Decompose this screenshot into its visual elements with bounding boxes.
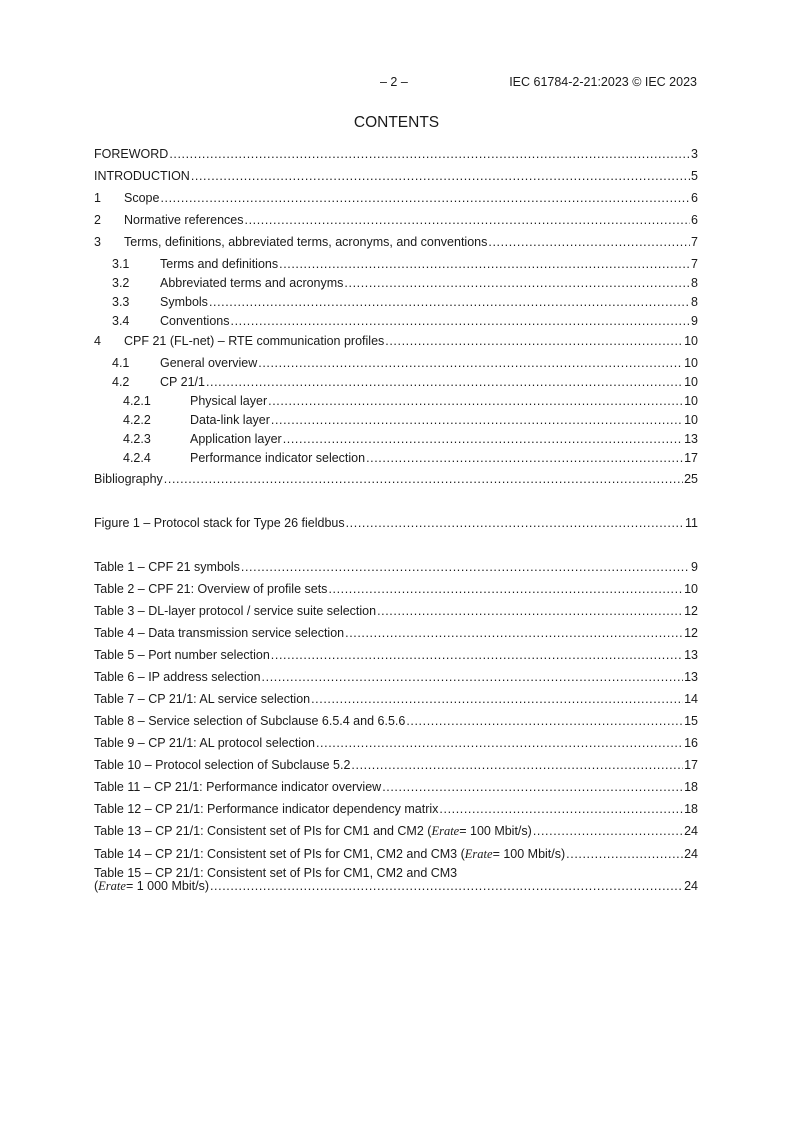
toc-entry-scope[interactable] — [94, 190, 698, 206]
table-entry-page: 17 — [684, 758, 698, 772]
page-number: – 2 – — [380, 75, 408, 89]
toc-entry-number: 4 — [94, 334, 101, 348]
toc-entry-page: 17 — [684, 451, 698, 465]
leader-dots — [439, 801, 683, 817]
leader-dots — [366, 450, 683, 466]
leader-dots — [316, 735, 683, 751]
leader-dots — [191, 168, 690, 184]
table-entry-variable: Erate — [98, 879, 126, 893]
toc-entry-text: Performance indicator selection — [190, 451, 366, 465]
toc-entry-number: 3.1 — [112, 257, 130, 271]
table-entry-page: 12 — [684, 626, 698, 640]
leader-dots — [566, 846, 683, 862]
table-entry-11[interactable] — [94, 779, 698, 795]
table-entry-15[interactable] — [94, 867, 698, 893]
toc-entry-text: Physical layer — [190, 394, 268, 408]
table-entry-text-after: = 1 000 Mbit/s) — [125, 879, 209, 893]
table-entry-text: Table 7 – CP 21/1: AL service selection — [94, 692, 311, 706]
toc-entry-page: 5 — [691, 169, 698, 183]
leader-dots — [406, 713, 683, 729]
leader-dots — [488, 234, 690, 250]
table-entry-page: 24 — [684, 879, 698, 893]
leader-dots — [206, 374, 683, 390]
table-entry-variable: Erate — [431, 824, 460, 838]
toc-entry-number: 4.2.1 — [123, 394, 151, 408]
leader-dots — [241, 559, 690, 575]
toc-entry-cpf21[interactable] — [94, 333, 698, 349]
leader-dots — [345, 625, 683, 641]
toc-entry-terms-definitions[interactable] — [94, 256, 698, 272]
table-entry-text: Table 2 – CPF 21: Overview of profile sets — [94, 582, 328, 596]
table-entry-text: Table 4 – Data transmission service selection — [94, 626, 345, 640]
leader-dots — [385, 333, 683, 349]
figure-entry-page: 11 — [685, 516, 698, 530]
toc-entry-page: 3 — [691, 147, 698, 161]
toc-entry-page: 7 — [691, 257, 698, 271]
table-entry-page: 14 — [684, 692, 698, 706]
toc-entry-foreword[interactable] — [94, 146, 698, 162]
table-entry-text-before: Table 14 – CP 21/1: Consistent set of PIs for CM1, CM2 and CM3 ( — [94, 847, 465, 861]
leader-dots — [164, 471, 683, 487]
table-entry-variable: Erate — [464, 847, 493, 861]
toc-entry-page: 6 — [691, 191, 698, 205]
toc-entry-text: INTRODUCTION — [94, 169, 190, 183]
toc-entry-text: Terms, definitions, abbreviated terms, acronyms, and conventions — [124, 235, 488, 249]
toc-entry-page: 8 — [691, 295, 698, 309]
toc-entry-text: Bibliography — [94, 472, 163, 486]
table-entry-12[interactable] — [94, 801, 698, 817]
table-entry-text: Table 1 – CPF 21 symbols — [94, 560, 240, 574]
leader-dots — [258, 355, 683, 371]
toc-entry-number: 3.2 — [112, 276, 130, 290]
table-entry-2[interactable] — [94, 581, 698, 597]
toc-entry-text: CP 21/1 — [160, 375, 205, 389]
table-entry-text: Table 5 – Port number selection — [94, 648, 270, 662]
table-entry-text: Table 8 – Service selection of Subclause 6.5.4 and 6.5.6 — [94, 714, 406, 728]
toc-entry-text: General overview — [160, 356, 258, 370]
table-entry-text: Table 11 – CP 21/1: Performance indicator overview — [94, 780, 382, 794]
toc-entry-page: 25 — [684, 472, 698, 486]
table-entry-text-after: = 100 Mbit/s) — [492, 847, 566, 861]
toc-entry-page: 10 — [684, 394, 698, 408]
toc-entry-page: 7 — [691, 235, 698, 249]
leader-dots — [311, 691, 683, 707]
toc-entry-number: 4.1 — [112, 356, 130, 370]
leader-dots — [344, 275, 690, 291]
table-entry-page: 18 — [684, 802, 698, 816]
toc-entry-terms[interactable] — [94, 234, 698, 250]
table-entry-7[interactable] — [94, 691, 698, 707]
toc-entry-text: CPF 21 (FL-net) – RTE communication profiles — [124, 334, 385, 348]
leader-dots — [160, 190, 690, 206]
table-entry-page: 10 — [684, 582, 698, 596]
table-entry-13[interactable] — [94, 823, 698, 839]
toc-entry-physical-layer[interactable] — [94, 393, 698, 409]
figure-entry-1[interactable] — [94, 515, 698, 531]
toc-entry-text: FOREWORD — [94, 147, 169, 161]
table-entry-line2 — [94, 880, 698, 893]
table-entry-page: 12 — [684, 604, 698, 618]
table-entry-text: Table 3 – DL-layer protocol / service suite selection — [94, 604, 377, 618]
leader-dots — [231, 313, 691, 329]
toc-entry-normative-references[interactable] — [94, 212, 698, 228]
toc-entry-page: 9 — [691, 314, 698, 328]
table-entry-page: 24 — [684, 824, 698, 838]
table-entry-1[interactable] — [94, 559, 698, 575]
leader-dots — [328, 581, 683, 597]
toc-entry-text: Normative references — [124, 213, 244, 227]
table-entry-14[interactable] — [94, 846, 698, 862]
leader-dots — [209, 294, 690, 310]
toc-entry-general-overview[interactable] — [94, 355, 698, 371]
table-entry-page: 9 — [691, 560, 698, 574]
leader-dots — [533, 823, 683, 839]
toc-entry-data-link-layer[interactable] — [94, 412, 698, 428]
leader-dots — [279, 256, 690, 272]
leader-dots — [382, 779, 683, 795]
table-entry-page: 24 — [684, 847, 698, 861]
table-entry-text: Table 6 – IP address selection — [94, 670, 261, 684]
table-entry-text-before: ( — [94, 879, 99, 893]
leader-dots — [268, 393, 683, 409]
table-entry-page: 13 — [684, 648, 698, 662]
toc-entry-performance-indicator[interactable] — [94, 450, 698, 466]
leader-dots — [210, 880, 683, 893]
table-entry-text-after: = 100 Mbit/s) — [459, 824, 532, 838]
toc-entry-page: 10 — [684, 356, 698, 370]
toc-entry-text: Data-link layer — [190, 413, 270, 427]
toc-entry-number: 4.2.4 — [123, 451, 151, 465]
toc-entry-introduction[interactable] — [94, 168, 698, 184]
toc-entry-cp21-1[interactable] — [94, 374, 698, 390]
toc-entry-number: 2 — [94, 213, 101, 227]
table-entry-text-before: Table 13 – CP 21/1: Consistent set of PIs for CM1 and CM2 ( — [94, 824, 432, 838]
toc-entry-page: 8 — [691, 276, 698, 290]
table-entry-page: 13 — [684, 670, 698, 684]
document-reference: IEC 61784-2-21:2023 © IEC 2023 — [509, 75, 697, 89]
toc-entry-text: Terms and definitions — [160, 257, 279, 271]
leader-dots — [169, 146, 690, 162]
leader-dots — [351, 757, 683, 773]
table-entry-text: Table 12 – CP 21/1: Performance indicator dependency matrix — [94, 802, 439, 816]
table-entry-text: Table 10 – Protocol selection of Subclause 5.2 — [94, 758, 351, 772]
table-entry-text-line1: Table 15 – CP 21/1: Consistent set of PIs for CM1, CM2 and CM3 — [94, 866, 458, 880]
toc-entry-text: Application layer — [190, 432, 282, 446]
toc-entry-number: 3.4 — [112, 314, 130, 328]
leader-dots — [271, 412, 683, 428]
toc-entry-text: Symbols — [160, 295, 208, 309]
toc-entry-number: 3 — [94, 235, 101, 249]
toc-entry-text: Conventions — [160, 314, 230, 328]
table-entry-5[interactable] — [94, 647, 698, 663]
toc-entry-page: 10 — [684, 375, 698, 389]
toc-entry-bibliography[interactable] — [94, 471, 698, 487]
leader-dots — [377, 603, 683, 619]
toc-entry-page: 10 — [684, 413, 698, 427]
toc-entry-text: Abbreviated terms and acronyms — [160, 276, 344, 290]
toc-entry-page: 6 — [691, 213, 698, 227]
toc-entry-abbreviated-terms[interactable] — [94, 275, 698, 291]
table-entry-3[interactable] — [94, 603, 698, 619]
toc-entry-number: 3.3 — [112, 295, 130, 309]
toc-entry-conventions[interactable] — [94, 313, 698, 329]
table-entry-10[interactable] — [94, 757, 698, 773]
table-entry-4[interactable] — [94, 625, 698, 641]
table-entry-text: Table 9 – CP 21/1: AL protocol selection — [94, 736, 315, 750]
leader-dots — [283, 431, 683, 447]
toc-entry-number: 4.2.2 — [123, 413, 151, 427]
toc-entry-number: 4.2 — [112, 375, 130, 389]
toc-entry-text: Scope — [124, 191, 160, 205]
table-entry-8[interactable] — [94, 713, 698, 729]
figure-entry-text: Figure 1 – Protocol stack for Type 26 fieldbus — [94, 516, 345, 530]
leader-dots — [271, 647, 683, 663]
table-entry-9[interactable] — [94, 735, 698, 751]
page-title: CONTENTS — [353, 114, 440, 131]
leader-dots — [346, 515, 684, 531]
toc-entry-number: 1 — [94, 191, 101, 205]
toc-entry-page: 10 — [684, 334, 698, 348]
table-entry-6[interactable] — [94, 669, 698, 685]
toc-entry-application-layer[interactable] — [94, 431, 698, 447]
table-entry-page: 18 — [684, 780, 698, 794]
page-header — [0, 75, 793, 93]
toc-entry-page: 13 — [684, 432, 698, 446]
toc-entry-symbols[interactable] — [94, 294, 698, 310]
table-entry-page: 15 — [684, 714, 698, 728]
table-entry-page: 16 — [684, 736, 698, 750]
toc-entry-number: 4.2.3 — [123, 432, 151, 446]
leader-dots — [262, 669, 684, 685]
leader-dots — [245, 212, 691, 228]
